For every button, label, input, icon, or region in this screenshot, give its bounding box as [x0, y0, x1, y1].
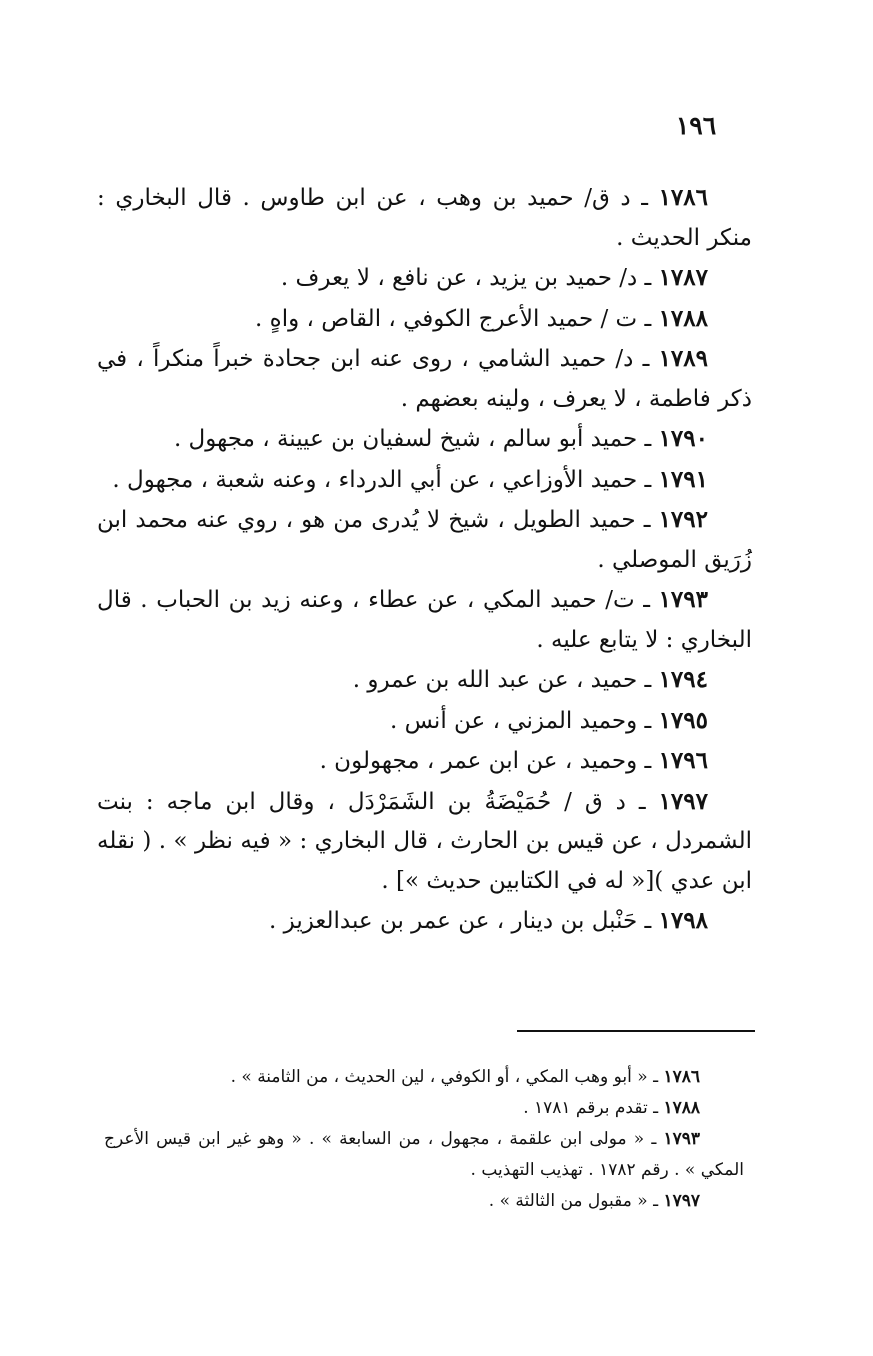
entry-1793 — [97, 580, 752, 660]
entry-text: ـ وحميد المزني ، عن أنس . — [389, 707, 659, 734]
entry-text: ـ ت/ حميد المكي ، عن عطاء ، وعنه زيد بن الحباب . قال البخاري : لا يتابع عليه . — [97, 587, 752, 653]
footnote-1786 — [104, 1062, 744, 1093]
footnote-text: ـ « أبو وهب المكي ، أو الكوفي ، لين الحديث ، من الثامنة » . — [230, 1067, 664, 1087]
entry-1788 — [97, 299, 752, 340]
entry-text: ـ حَنْبل بن دينار ، عن عمر بن عبدالعزيز . — [269, 908, 659, 934]
entry-1795 — [97, 701, 752, 742]
entry-text: ـ د ق/ حميد بن وهب ، عن ابن طاوس . قال البخاري : منكر الحديث . — [97, 185, 752, 251]
entry-1790 — [97, 419, 752, 460]
entry-1798 — [97, 901, 752, 942]
entry-1787 — [97, 258, 752, 299]
entry-text: ـ د ق / حُمَيْضَةُ بن الشَمَرْدَل ، وقال ابن ماجه : بنت الشمردل ، عن قيس بن الحارث ، قال البخاري : « فيه نظر » . ( نقله ابن عدي )[« له في الكتابين حديث »] . — [97, 788, 752, 894]
entry-1792 — [97, 500, 752, 580]
entry-number: ١٧٨٩ — [658, 345, 708, 372]
entry-number: ١٧٩٣ — [658, 586, 708, 613]
entry-text: ـ حميد الأوزاعي ، عن أبي الدرداء ، وعنه شعبة ، مجهول . — [112, 466, 659, 493]
entry-number: ١٧٩٥ — [658, 706, 708, 734]
footnote-text: ـ « مقبول من الثالثة » . — [488, 1191, 664, 1211]
entry-number: ١٧٩٦ — [658, 747, 708, 774]
entry-text: ـ د/ حميد بن يزيد ، عن نافع ، لا يعرف . — [280, 265, 659, 291]
footnote-1788 — [104, 1093, 744, 1124]
entry-1791 — [97, 460, 752, 501]
footnote-number: ١٧٩٣ — [663, 1129, 700, 1149]
footnote-1793 — [104, 1124, 744, 1186]
footnote-1797 — [104, 1186, 744, 1217]
footnote-number: ١٧٨٦ — [663, 1067, 700, 1087]
footnote-text: ـ « مولى ابن علقمة ، مجهول ، من السابعة » . « وهو غير ابن قيس الأعرج المكي » . رقم ١٧٨٢ . تهذيب التهذيب . — [104, 1129, 744, 1180]
page-number: ١٩٦ — [675, 111, 717, 140]
entry-text: ـ وحميد ، عن ابن عمر ، مجهولون . — [319, 748, 659, 774]
entry-number: ١٧٨٨ — [658, 304, 708, 332]
footnote-divider — [517, 1030, 755, 1032]
entry-text: ـ حميد أبو سالم ، شيخ لسفيان بن عيينة ، مجهول . — [173, 426, 659, 452]
main-text — [97, 178, 752, 942]
footnotes — [104, 1062, 744, 1217]
entry-1797 — [97, 782, 752, 902]
entry-text: ـ حميد ، عن عبد الله بن عمرو . — [352, 667, 659, 693]
footnote-number: ١٧٨٨ — [663, 1098, 700, 1118]
entry-number: ١٧٩٠ — [658, 425, 708, 452]
entry-1794 — [97, 660, 752, 701]
entry-number: ١٧٩٧ — [658, 787, 708, 815]
footnote-text: ـ تقدم برقم ١٧٨١ . — [523, 1098, 664, 1118]
entry-text: ـ حميد الطويل ، شيخ لا يُدرى من هو ، روي عنه محمد ابن زُرَيق الموصلي . — [97, 507, 752, 573]
entry-number: ١٧٩١ — [658, 465, 708, 493]
footnote-number: ١٧٩٧ — [663, 1191, 700, 1211]
entry-1789 — [97, 339, 752, 419]
entry-text: ـ ت / حميد الأعرج الكوفي ، القاص ، واهٍ . — [255, 305, 659, 332]
entry-1796 — [97, 741, 752, 782]
entry-number: ١٧٩٢ — [658, 506, 708, 533]
entry-text: ـ د/ حميد الشامي ، روى عنه ابن جحادة خبراً منكراً ، في ذكر فاطمة ، لا يعرف ، ولينه بعضهم . — [97, 346, 752, 412]
entry-1786 — [97, 178, 752, 258]
entry-number: ١٧٩٨ — [658, 907, 708, 934]
entry-number: ١٧٩٤ — [658, 666, 708, 693]
entry-number: ١٧٨٦ — [658, 184, 708, 211]
entry-number: ١٧٨٧ — [658, 264, 708, 291]
